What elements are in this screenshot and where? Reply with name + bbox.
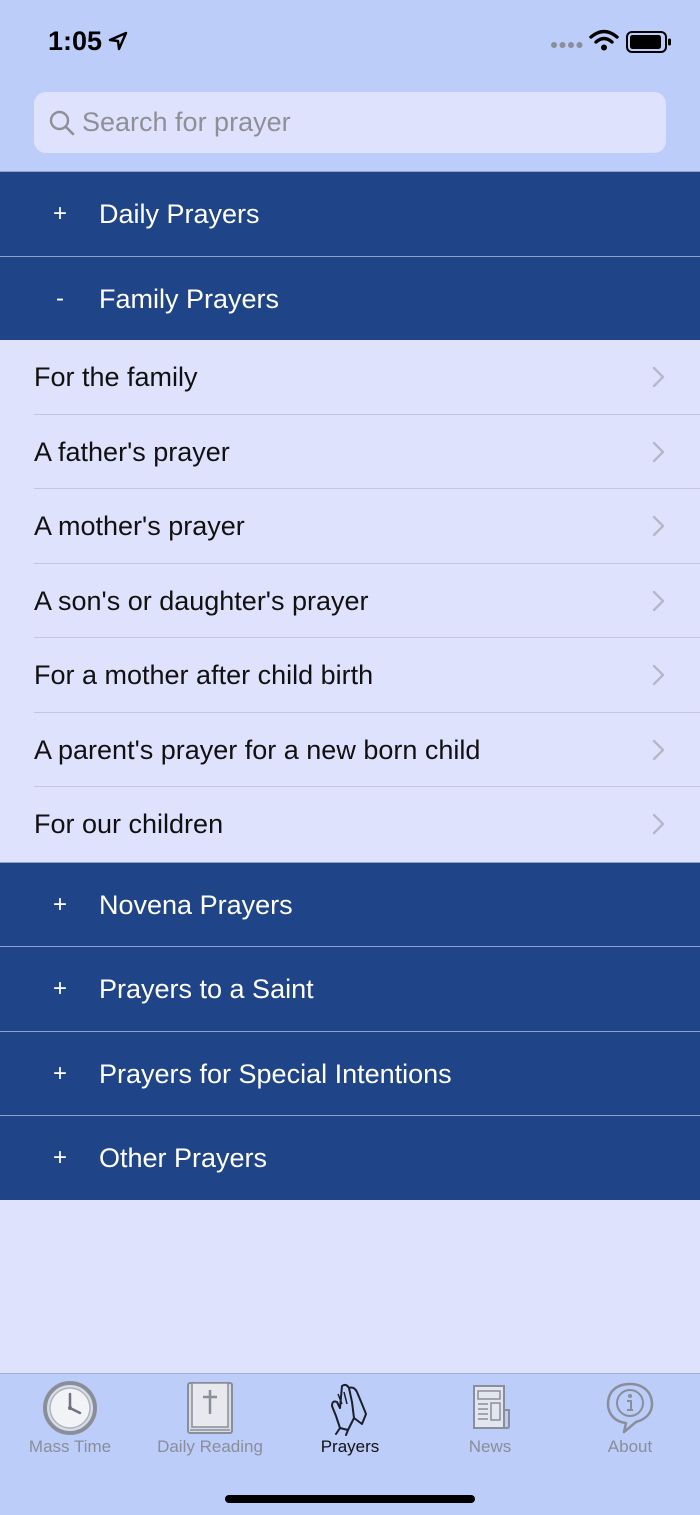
prayer-label: For a mother after child birth [34, 660, 374, 690]
chevron-right-icon [652, 515, 666, 537]
expand-toggle: + [52, 200, 67, 227]
status-time: 1:05 [48, 26, 103, 56]
prayer-label: A father's prayer [34, 436, 230, 467]
tab-label: Mass Time [28, 1437, 112, 1456]
section-title: Family Prayers [99, 283, 280, 314]
prayer-row[interactable] [0, 787, 700, 862]
clock-icon [42, 1380, 98, 1436]
tab-mass-time[interactable] [0, 1374, 140, 1469]
expand-toggle: + [52, 890, 67, 918]
tab-prayers[interactable] [280, 1374, 420, 1469]
chevron-right-icon [652, 441, 666, 463]
cellular-signal-icon [551, 40, 583, 50]
prayer-label: A son's or daughter's prayer [34, 585, 369, 616]
tab-label: Daily Reading [157, 1437, 263, 1456]
tab-about[interactable] [560, 1374, 700, 1469]
section-title: Daily Prayers [99, 199, 260, 229]
collapse-toggle: - [56, 284, 64, 312]
prayer-row[interactable] [0, 564, 700, 639]
tab-news[interactable] [420, 1374, 560, 1469]
expand-toggle: + [52, 1059, 67, 1087]
tab-label: Prayers [320, 1437, 380, 1456]
chevron-right-icon [652, 813, 666, 835]
search-bar[interactable] [34, 92, 666, 153]
wifi-icon [589, 29, 619, 51]
prayer-label: A parent's prayer for a new born child [34, 734, 481, 765]
section-title: Other Prayers [99, 1143, 268, 1173]
prayer-row[interactable] [0, 489, 700, 564]
search-area [0, 76, 700, 171]
prayer-row[interactable] [0, 415, 700, 490]
tab-bar [0, 1373, 700, 1515]
section-special-intentions[interactable] [0, 1031, 700, 1116]
section-family-prayers[interactable] [0, 256, 700, 341]
tab-label: About [607, 1437, 653, 1456]
search-input[interactable] [82, 92, 652, 153]
section-title: Prayers to a Saint [99, 974, 314, 1004]
expand-toggle: + [52, 975, 67, 1002]
prayer-label: For the family [34, 362, 198, 392]
section-novena-prayers[interactable] [0, 862, 700, 947]
prayer-category-list [0, 171, 700, 1200]
info-icon [602, 1380, 658, 1436]
location-arrow-icon [108, 31, 128, 51]
section-daily-prayers[interactable] [0, 171, 700, 256]
status-bar [0, 0, 700, 76]
chevron-right-icon [652, 366, 666, 388]
newspaper-icon [462, 1380, 518, 1436]
chevron-right-icon [652, 739, 666, 761]
prayer-row[interactable] [0, 340, 700, 415]
chevron-right-icon [652, 590, 666, 612]
section-other-prayers[interactable] [0, 1115, 700, 1200]
expand-toggle: + [52, 1144, 67, 1171]
battery-icon [626, 30, 672, 54]
section-title: Prayers for Special Intentions [99, 1058, 452, 1089]
prayer-label: A mother's prayer [34, 511, 245, 541]
prayer-row[interactable] [0, 713, 700, 788]
section-prayers-to-a-saint[interactable] [0, 946, 700, 1031]
praying-hands-icon [322, 1380, 378, 1436]
chevron-right-icon [652, 664, 666, 686]
home-indicator[interactable] [225, 1495, 475, 1503]
search-icon [48, 109, 76, 137]
section-title: Novena Prayers [99, 889, 293, 920]
tab-label: News [468, 1437, 512, 1456]
prayer-row[interactable] [0, 638, 700, 713]
bible-icon [182, 1380, 238, 1436]
prayer-label: For our children [34, 809, 224, 839]
tab-daily-reading[interactable] [140, 1374, 280, 1469]
